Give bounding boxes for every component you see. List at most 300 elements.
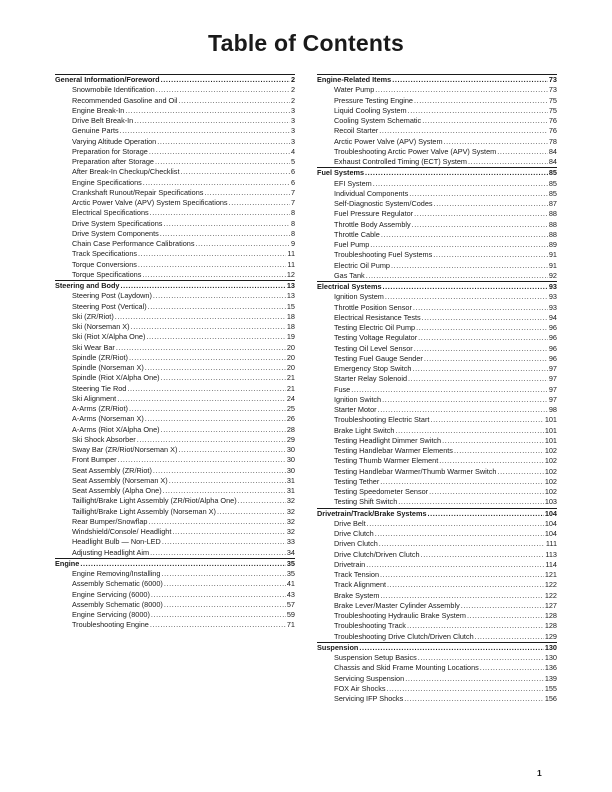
dot-leader xyxy=(351,385,548,395)
toc-entry[interactable] xyxy=(317,157,557,167)
dot-leader xyxy=(118,455,286,465)
toc-entry-label: Spindle (Riot X/Alpha One) xyxy=(72,373,160,383)
toc-entry[interactable] xyxy=(55,302,295,312)
toc-entry-page: 101 xyxy=(544,415,557,425)
toc-entry-page: 32 xyxy=(286,496,295,506)
dot-leader xyxy=(161,425,286,435)
toc-section-heading[interactable] xyxy=(317,643,557,653)
toc-entry-label: Track Alignment xyxy=(334,580,387,590)
toc-entry[interactable] xyxy=(55,455,295,465)
toc-entry-label: Spindle (ZR/Riot) xyxy=(72,352,128,362)
toc-entry[interactable] xyxy=(317,261,557,271)
toc-entry-label: Arctic Power Valve (APV) System Specifications xyxy=(72,198,228,207)
toc-entry-page: 102 xyxy=(544,476,557,486)
dot-leader xyxy=(385,292,548,302)
toc-entry[interactable] xyxy=(317,344,557,354)
dot-leader xyxy=(434,199,548,209)
toc-entry-page: 32 xyxy=(286,516,295,526)
toc-entry[interactable] xyxy=(55,157,295,167)
toc-entry-page: 26 xyxy=(286,414,295,424)
toc-entry[interactable] xyxy=(55,517,295,527)
dot-leader xyxy=(497,147,548,157)
toc-entry-page: 20 xyxy=(286,363,295,372)
toc-entry[interactable] xyxy=(55,96,295,106)
toc-entry[interactable] xyxy=(55,322,295,332)
toc-entry[interactable] xyxy=(55,332,295,342)
toc-entry[interactable] xyxy=(55,600,295,610)
toc-entry[interactable] xyxy=(55,496,295,506)
toc-entry-label: Taillight/Brake Light Assembly (Norseman X) xyxy=(72,506,216,516)
toc-entry[interactable] xyxy=(317,560,557,570)
toc-entry-page: 102 xyxy=(544,456,557,466)
toc-entry[interactable] xyxy=(317,85,557,95)
toc-entry-label: Troubleshooting Fuel Systems xyxy=(334,250,433,260)
toc-entry[interactable] xyxy=(55,198,295,208)
toc-entry-page: 3 xyxy=(290,126,295,136)
toc-section-heading[interactable] xyxy=(317,509,557,519)
toc-entry-page: 29 xyxy=(286,434,295,444)
toc-entry-label: Engine Servicing (8000) xyxy=(72,610,150,619)
dot-leader xyxy=(163,486,286,496)
dot-leader xyxy=(131,322,286,332)
toc-entry[interactable] xyxy=(317,621,557,631)
dot-leader xyxy=(365,168,548,178)
toc-entry[interactable] xyxy=(55,270,295,280)
dot-leader xyxy=(387,580,544,590)
toc-entry-label: Driven Clutch xyxy=(334,539,378,549)
toc-entry[interactable] xyxy=(317,539,557,549)
toc-section-heading[interactable] xyxy=(55,75,295,85)
toc-entry[interactable] xyxy=(317,230,557,240)
toc-entry-label: Troubleshooting Hydraulic Brake System xyxy=(334,611,466,620)
toc-entry-label: Track Tension xyxy=(334,570,380,579)
toc-entry-page: 127 xyxy=(544,600,557,610)
dot-leader xyxy=(391,261,548,271)
toc-entry-label: Starter Motor xyxy=(334,405,377,414)
toc-entry-label: Testing Handlebar Warmer/Thumb Warmer Switch xyxy=(334,466,497,476)
toc-entry-page: 93 xyxy=(548,282,557,291)
dot-leader xyxy=(180,167,289,177)
toc-entry[interactable] xyxy=(55,486,295,496)
toc-entry-label: Individual Components xyxy=(334,188,409,198)
dot-leader xyxy=(178,96,289,106)
toc-entry-label: Troubleshooting Engine xyxy=(72,620,149,630)
toc-entry-page: 8 xyxy=(290,218,295,228)
toc-entry-page: 93 xyxy=(548,292,557,302)
dot-leader xyxy=(383,282,548,292)
toc-entry[interactable] xyxy=(55,167,295,177)
toc-entry-label: Testing Handlebar Warmer Elements xyxy=(334,446,453,455)
toc-entry-page: 2 xyxy=(290,95,295,105)
toc-entry-page: 104 xyxy=(544,508,557,518)
toc-entry-page: 89 xyxy=(548,240,557,249)
toc-entry-label: Preparation after Storage xyxy=(72,157,154,166)
dot-leader xyxy=(424,354,548,364)
toc-entry[interactable] xyxy=(317,292,557,302)
toc-section-heading[interactable] xyxy=(55,281,295,291)
toc-entry[interactable] xyxy=(55,373,295,383)
toc-entry-page: 11 xyxy=(287,259,295,269)
toc-entry[interactable] xyxy=(317,684,557,694)
toc-entry-page: 30 xyxy=(286,455,295,465)
dot-leader xyxy=(414,209,548,219)
toc-entry[interactable] xyxy=(317,250,557,260)
dot-leader xyxy=(414,344,548,354)
toc-entry[interactable] xyxy=(55,85,295,95)
toc-entry[interactable] xyxy=(55,239,295,249)
toc-entry-page: 88 xyxy=(548,229,557,239)
toc-entry-label: Torque Conversions xyxy=(72,259,137,269)
dot-leader xyxy=(172,527,286,537)
toc-entry-page: 122 xyxy=(544,590,557,600)
toc-entry-label: Ski Wear Bar xyxy=(72,342,115,352)
toc-entry-label: Brake Lever/Master Cylinder Assembly xyxy=(334,600,460,610)
toc-entry[interactable] xyxy=(317,385,557,395)
toc-entry-label: Torque Specifications xyxy=(72,269,142,279)
toc-entry-label: Steering Post (Laydown) xyxy=(72,291,152,301)
toc-entry-label: Testing Thumb Warmer Element xyxy=(334,456,439,466)
toc-entry-label: Headlight Bulb — Non-LED xyxy=(72,537,161,547)
toc-entry[interactable] xyxy=(317,436,557,446)
dot-leader xyxy=(150,208,290,218)
toc-entry[interactable] xyxy=(317,601,557,611)
toc-entry[interactable] xyxy=(55,414,295,424)
toc-entry-page: 2 xyxy=(290,75,295,84)
toc-entry[interactable] xyxy=(317,446,557,456)
dot-leader xyxy=(467,611,544,621)
dot-leader xyxy=(475,632,544,642)
toc-entry-page: 91 xyxy=(548,250,557,260)
toc-entry-page: 78 xyxy=(548,136,557,146)
toc-entry-page: 13 xyxy=(286,291,295,301)
dot-leader xyxy=(409,189,548,199)
toc-entry-page: 139 xyxy=(544,673,557,683)
toc-entry-label: Servicing IFP Shocks xyxy=(334,694,404,703)
toc-entry-page: 59 xyxy=(286,610,295,619)
toc-entry-page: 113 xyxy=(545,549,557,559)
dot-leader xyxy=(381,230,548,240)
dot-leader xyxy=(413,303,548,313)
toc-entry-page: 11 xyxy=(287,249,295,259)
dot-leader xyxy=(148,302,286,312)
dot-leader xyxy=(161,569,285,579)
toc-entry-label: Assembly Schematic (6000) xyxy=(72,579,163,589)
toc-entry-page: 57 xyxy=(286,599,295,609)
dot-leader xyxy=(442,436,544,446)
toc-entry[interactable] xyxy=(55,569,295,579)
toc-entry[interactable] xyxy=(317,374,557,384)
toc-entry[interactable] xyxy=(317,477,557,487)
toc-entry[interactable] xyxy=(317,694,557,704)
dot-leader xyxy=(370,240,548,250)
toc-entry[interactable] xyxy=(55,312,295,322)
toc-entry-label: Brake System xyxy=(334,590,380,600)
toc-entry-label: Suspension Setup Basics xyxy=(334,653,417,662)
toc-entry[interactable] xyxy=(55,343,295,353)
toc-entry[interactable] xyxy=(317,137,557,147)
toc-entry[interactable] xyxy=(317,580,557,590)
toc-entry[interactable] xyxy=(317,467,557,477)
toc-entry[interactable] xyxy=(55,548,295,558)
toc-entry[interactable] xyxy=(55,188,295,198)
toc-section-heading[interactable] xyxy=(317,75,557,85)
dot-leader xyxy=(217,507,286,517)
toc-entry[interactable] xyxy=(55,579,295,589)
toc-entry[interactable] xyxy=(55,353,295,363)
dot-leader xyxy=(120,281,285,291)
toc-entry[interactable] xyxy=(317,487,557,497)
toc-entry-label: A-Arms (ZR/Riot) xyxy=(72,404,128,413)
dot-leader xyxy=(150,620,286,630)
toc-entry[interactable] xyxy=(317,189,557,199)
toc-entry-page: 19 xyxy=(286,332,295,342)
dot-leader xyxy=(164,600,286,610)
dot-leader xyxy=(156,85,290,95)
dot-leader xyxy=(408,106,548,116)
toc-entry[interactable] xyxy=(317,550,557,560)
toc-entry[interactable] xyxy=(317,240,557,250)
toc-entry-label: Arctic Power Valve (APV) System xyxy=(334,136,443,146)
dot-leader xyxy=(138,260,287,270)
dot-leader xyxy=(153,291,286,301)
toc-entry-label: Testing Fuel Gauge Sender xyxy=(334,353,423,363)
dot-leader xyxy=(153,466,286,476)
toc-entry[interactable] xyxy=(55,147,295,157)
toc-entry-page: 35 xyxy=(286,569,295,578)
toc-entry[interactable] xyxy=(55,435,295,445)
dot-leader xyxy=(157,137,290,147)
toc-entry[interactable] xyxy=(55,116,295,126)
toc-entry[interactable] xyxy=(317,415,557,425)
toc-entry-page: 155 xyxy=(544,683,557,693)
dot-leader xyxy=(161,75,290,85)
dot-leader xyxy=(117,394,286,404)
toc-entry[interactable] xyxy=(317,364,557,374)
toc-entry[interactable] xyxy=(55,126,295,136)
toc-entry[interactable] xyxy=(55,537,295,547)
toc-entry[interactable] xyxy=(317,663,557,673)
toc-entry-label: Sway Bar (ZR/Riot/Norseman X) xyxy=(72,445,178,454)
toc-entry-page: 101 xyxy=(544,425,557,435)
toc-entry[interactable] xyxy=(317,529,557,539)
toc-entry-label: Steering Post (Vertical) xyxy=(72,301,147,311)
toc-entry-page: 121 xyxy=(544,570,557,579)
toc-entry[interactable] xyxy=(55,445,295,455)
dot-leader xyxy=(127,384,286,394)
toc-entry[interactable] xyxy=(55,137,295,147)
toc-entry-label: A-Arms (Riot X/Alpha One) xyxy=(72,424,160,434)
toc-entry[interactable] xyxy=(317,632,557,642)
toc-entry-label: Seat Assembly (Alpha One) xyxy=(72,486,162,495)
dot-leader xyxy=(115,312,286,322)
dot-leader xyxy=(145,363,286,373)
toc-entry-page: 102 xyxy=(544,487,557,496)
toc-entry[interactable] xyxy=(55,229,295,239)
dot-leader xyxy=(134,116,290,126)
dot-leader xyxy=(366,271,548,281)
dot-leader xyxy=(408,374,548,384)
toc-entry[interactable] xyxy=(55,363,295,373)
toc-entry[interactable] xyxy=(317,220,557,230)
dot-leader xyxy=(125,106,290,116)
toc-entry[interactable] xyxy=(55,260,295,270)
toc-entry[interactable] xyxy=(317,323,557,333)
toc-section-heading[interactable] xyxy=(317,282,557,292)
toc-entry[interactable] xyxy=(55,527,295,537)
toc-entry-label: Taillight/Brake Light Assembly (ZR/Riot/Alpha One) xyxy=(72,496,237,506)
toc-entry[interactable] xyxy=(317,126,557,136)
toc-entry-label: Varying Altitude Operation xyxy=(72,136,157,146)
dot-leader xyxy=(380,477,544,487)
toc-entry[interactable] xyxy=(317,653,557,663)
dot-leader xyxy=(163,219,290,229)
dot-leader xyxy=(120,126,290,136)
toc-entry[interactable] xyxy=(317,147,557,157)
toc-entry[interactable] xyxy=(55,425,295,435)
toc-entry[interactable] xyxy=(55,208,295,218)
toc-entry[interactable] xyxy=(317,456,557,466)
dot-leader xyxy=(387,684,544,694)
toc-entry[interactable] xyxy=(55,610,295,620)
toc-entry-label: Brake Light Switch xyxy=(334,425,395,435)
toc-entry-label: Seat Assembly (ZR/Riot) xyxy=(72,465,152,475)
toc-entry[interactable] xyxy=(317,405,557,415)
toc-entry-label: Testing Speedometer Sensor xyxy=(334,487,429,496)
toc-entry-label: Engine Removing/Installing xyxy=(72,569,161,578)
toc-entry-page: 18 xyxy=(286,322,295,331)
dot-leader xyxy=(162,537,286,547)
toc-entry[interactable] xyxy=(55,620,295,630)
toc-entry-page: 7 xyxy=(290,198,295,207)
toc-entry-label: Troubleshooting Electric Start xyxy=(334,415,430,425)
toc-entry[interactable] xyxy=(317,354,557,364)
toc-entry[interactable] xyxy=(317,497,557,507)
toc-entry[interactable] xyxy=(55,384,295,394)
toc-entry[interactable] xyxy=(317,96,557,106)
toc-entry[interactable] xyxy=(317,395,557,405)
toc-section-heading[interactable] xyxy=(317,168,557,178)
toc-entry-label: Servicing Suspension xyxy=(334,673,405,683)
dot-leader xyxy=(433,250,548,260)
toc-entry[interactable] xyxy=(317,209,557,219)
toc-entry-label: Troubleshooting Drive Clutch/Driven Clutch xyxy=(334,631,474,641)
toc-entry-page: 97 xyxy=(548,384,557,394)
toc-entry-page: 97 xyxy=(548,364,557,373)
toc-entry[interactable] xyxy=(317,333,557,343)
toc-entry-label: Suspension xyxy=(317,642,359,652)
dot-leader xyxy=(429,487,544,497)
toc-entry[interactable] xyxy=(317,313,557,323)
toc-entry-page: 129 xyxy=(544,631,557,641)
toc-entry[interactable] xyxy=(55,394,295,404)
dot-leader xyxy=(422,313,548,323)
toc-entry-label: Liquid Cooling System xyxy=(334,105,407,115)
toc-entry-label: Chain Case Performance Calibrations xyxy=(72,239,195,248)
dot-leader xyxy=(392,75,548,85)
toc-entry-label: Engine xyxy=(55,558,80,568)
toc-entry-label: Gas Tank xyxy=(334,270,365,280)
toc-entry-page: 9 xyxy=(290,239,295,248)
toc-entry-page: 33 xyxy=(286,537,295,547)
toc-entry-label: Steering Tie Rod xyxy=(72,383,127,393)
toc-entry-page: 7 xyxy=(290,187,295,197)
toc-entry[interactable] xyxy=(55,404,295,414)
toc-entry-label: Electrical Resistance Tests xyxy=(334,312,421,322)
dot-leader xyxy=(404,694,544,704)
toc-entry[interactable] xyxy=(317,426,557,436)
toc-entry[interactable] xyxy=(317,303,557,313)
toc-entry-page: 103 xyxy=(544,497,557,507)
toc-entry-page: 128 xyxy=(544,611,557,620)
toc-entry[interactable] xyxy=(317,611,557,621)
toc-entry-page: 93 xyxy=(548,302,557,312)
toc-section-heading[interactable] xyxy=(55,559,295,569)
toc-entry-page: 88 xyxy=(548,209,557,219)
toc-entry[interactable] xyxy=(317,271,557,281)
toc-entry-label: Steering and Body xyxy=(55,281,120,290)
toc-entry-page: 75 xyxy=(548,95,557,105)
toc-entry[interactable] xyxy=(55,476,295,486)
toc-entry[interactable] xyxy=(317,591,557,601)
dot-leader xyxy=(145,414,286,424)
toc-entry-page: 102 xyxy=(544,446,557,455)
toc-entry-page: 73 xyxy=(548,85,557,95)
toc-entry-page: 104 xyxy=(544,518,557,528)
toc-entry[interactable] xyxy=(317,179,557,189)
toc-entry-page: 31 xyxy=(286,475,295,485)
toc-entry-label: Water Pump xyxy=(334,85,375,95)
toc-entry[interactable] xyxy=(55,466,295,476)
toc-entry-page: 87 xyxy=(548,199,557,208)
toc-entry[interactable] xyxy=(317,116,557,126)
toc-entry-label: Drive System Components xyxy=(72,228,159,238)
toc-entry-page: 20 xyxy=(286,352,295,362)
dot-leader xyxy=(379,539,545,549)
toc-entry[interactable] xyxy=(317,674,557,684)
toc-entry-label: Fuel Pump xyxy=(334,240,370,249)
toc-entry-page: 6 xyxy=(290,177,295,187)
dot-leader xyxy=(375,529,544,539)
toc-entry-page: 85 xyxy=(548,188,557,198)
toc-entry[interactable] xyxy=(55,590,295,600)
toc-entry[interactable] xyxy=(317,106,557,116)
toc-entry[interactable] xyxy=(317,199,557,209)
toc-entry[interactable] xyxy=(55,178,295,188)
toc-entry-page: 97 xyxy=(548,374,557,384)
toc-entry[interactable] xyxy=(317,570,557,580)
toc-entry[interactable] xyxy=(55,106,295,116)
toc-entry[interactable] xyxy=(317,519,557,529)
toc-entry-page: 88 xyxy=(548,219,557,229)
dot-leader xyxy=(138,249,286,259)
toc-entry-page: 128 xyxy=(544,621,557,631)
toc-entry[interactable] xyxy=(55,249,295,259)
toc-entry-label: Ski Shock Absorber xyxy=(72,434,136,444)
toc-entry[interactable] xyxy=(55,219,295,229)
toc-entry-label: Throttle Position Sensor xyxy=(334,302,412,312)
toc-entry-page: 5 xyxy=(290,157,295,166)
dot-leader xyxy=(149,147,290,157)
dot-leader xyxy=(395,426,543,436)
toc-entry[interactable] xyxy=(55,507,295,517)
toc-entry-page: 25 xyxy=(286,404,295,413)
toc-entry-page: 21 xyxy=(286,383,295,393)
toc-entry[interactable] xyxy=(55,291,295,301)
toc-entry-page: 32 xyxy=(286,527,295,536)
toc-entry-label: Snowmobile Identification xyxy=(72,85,155,95)
toc-entry-page: 30 xyxy=(286,445,295,454)
toc-entry-label: Fuel Systems xyxy=(317,168,365,178)
